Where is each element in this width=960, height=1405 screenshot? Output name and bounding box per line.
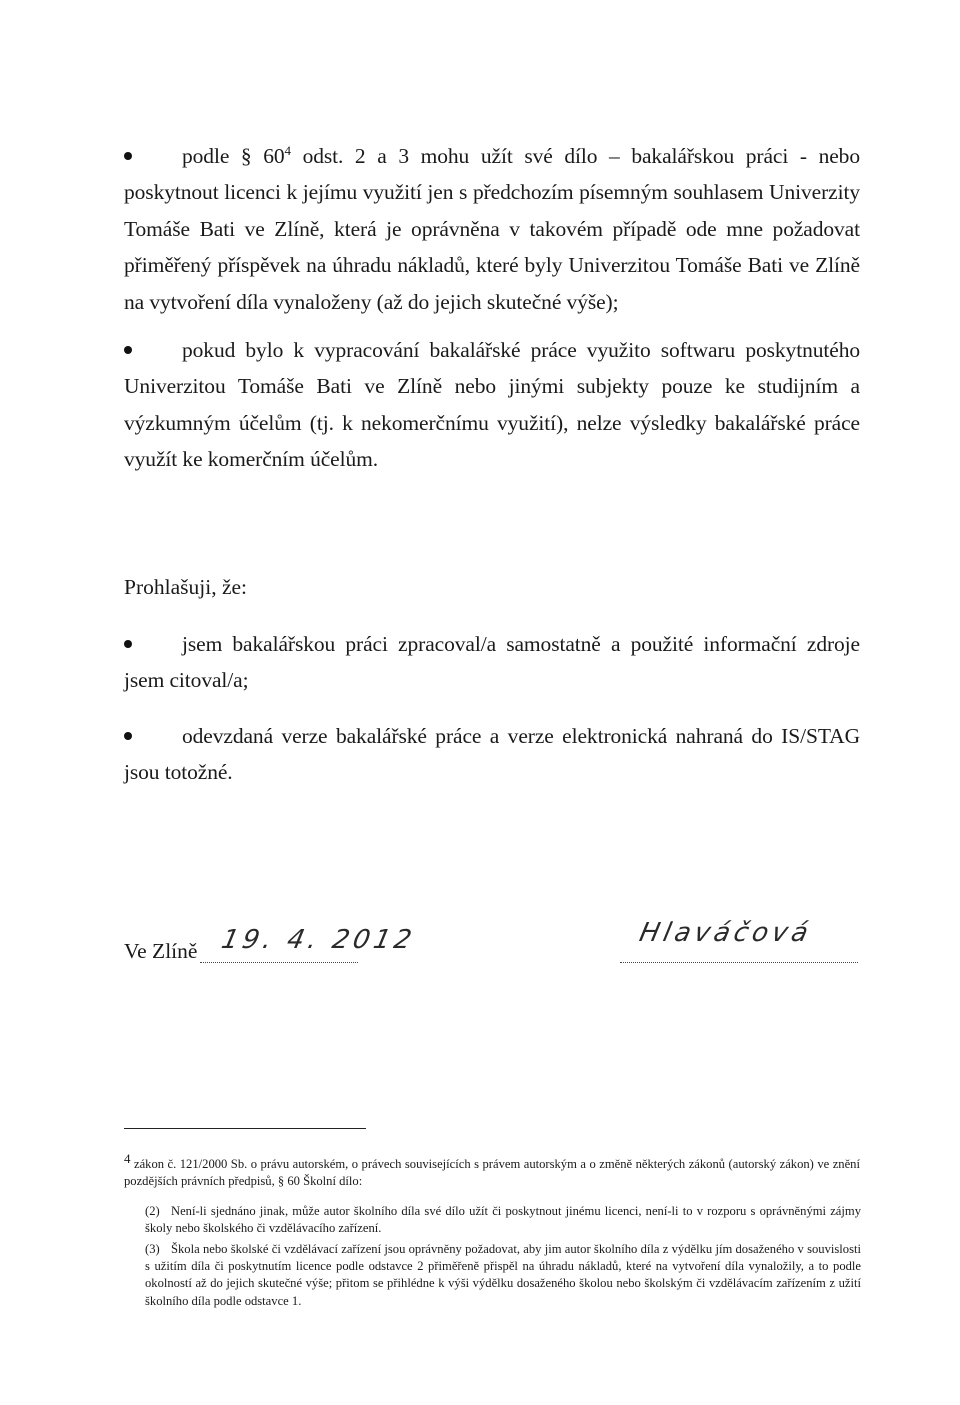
bullet-icon bbox=[124, 640, 132, 648]
footnote-number: 4 bbox=[124, 1150, 131, 1166]
footnote-item-2 bbox=[145, 1203, 861, 1237]
declaration-item bbox=[124, 718, 860, 791]
footnote-item-number: (2) bbox=[145, 1204, 160, 1218]
paragraph-1-prefix: podle § 60 bbox=[182, 144, 285, 168]
footnote-ref: 4 bbox=[284, 142, 291, 158]
place-label: Ve Zlíně bbox=[124, 939, 198, 963]
bullet-icon bbox=[124, 152, 132, 160]
declaration-item bbox=[124, 626, 860, 699]
bullet-icon bbox=[124, 346, 132, 354]
paragraph-1-text: odst. 2 a 3 mohu užít své dílo – bakalářskou práci - nebo poskytnout licenci k jejímu využití jen s předchozím písemným souhlasem Univerzity Tomáše Bati ve Zlíně, která je oprávněna v takovém případě ode mne požadovat přiměřený příspěvek na úhradu nákladů, které byly Univerzitou Tomáše Bati ve Zlíně na vytvoření díla vynaloženy (až do jejich skutečné výše); bbox=[124, 144, 860, 314]
footnote-separator bbox=[124, 1128, 366, 1129]
footnote-item-3 bbox=[145, 1241, 861, 1310]
date-dotted-line bbox=[200, 961, 358, 963]
handwritten-signature: Hlaváčová bbox=[636, 918, 815, 948]
footnote-item-number: (3) bbox=[145, 1242, 160, 1256]
paragraph-2-text: pokud bylo k vypracování bakalářské práce využito softwaru poskytnutého Univerzitou Tomáše Bati ve Zlíně nebo jinými subjekty pouze ke studijním a výzkumným účelům (tj. k nekomerčnímu využití), nelze výsledky bakalářské práce využít ke komerčním účelům. bbox=[124, 338, 860, 472]
declaration-heading: Prohlašuji, že: bbox=[124, 575, 248, 599]
signature-dotted-line bbox=[620, 961, 858, 963]
footnote-item-text: Není-li sjednáno jinak, může autor školního díla své dílo užít či poskytnout jinému licenci, není-li to v rozporu s oprávněnými zájmy školy nebo školského či vzdělávacího zařízení. bbox=[145, 1204, 861, 1236]
footnote-item-text: Škola nebo školské či vzdělávací zařízení jsou oprávněny požadovat, aby jim autor školního díla z výdělku jím dosaženého v souvislosti s užitím díla či poskytnutím licence podle odstavce 2 přiměřeně přispěl na úhradu nákladů, které na vytvoření díla vynaložily, a to podle okolností až do jejich skutečné výše; přitom se přihlédne k výši výdělku dosaženého školou nebo školským či vzdělávacím zařízením z užití školního díla podle odstavce 1. bbox=[145, 1242, 861, 1308]
paragraph-copyright-license bbox=[124, 138, 860, 320]
footnote-main-text: zákon č. 121/2000 Sb. o právu autorském, o právech souvisejících s právem autorským a o změně některých zákonů (autorský zákon) ve znění pozdějších právních předpisů, § 60 Školní dílo: bbox=[124, 1157, 860, 1189]
handwritten-date: 19. 4. 2012 bbox=[218, 925, 419, 955]
paragraph-software-use bbox=[124, 332, 860, 478]
declaration-item-text: jsem bakalářskou práci zpracoval/a samostatně a použité informační zdroje jsem citoval/a; bbox=[124, 632, 860, 693]
declaration-item-text: odevzdaná verze bakalářské práce a verze elektronická nahraná do IS/STAG jsou totožné. bbox=[124, 724, 860, 785]
footnote-main bbox=[124, 1150, 860, 1190]
bullet-icon bbox=[124, 732, 132, 740]
